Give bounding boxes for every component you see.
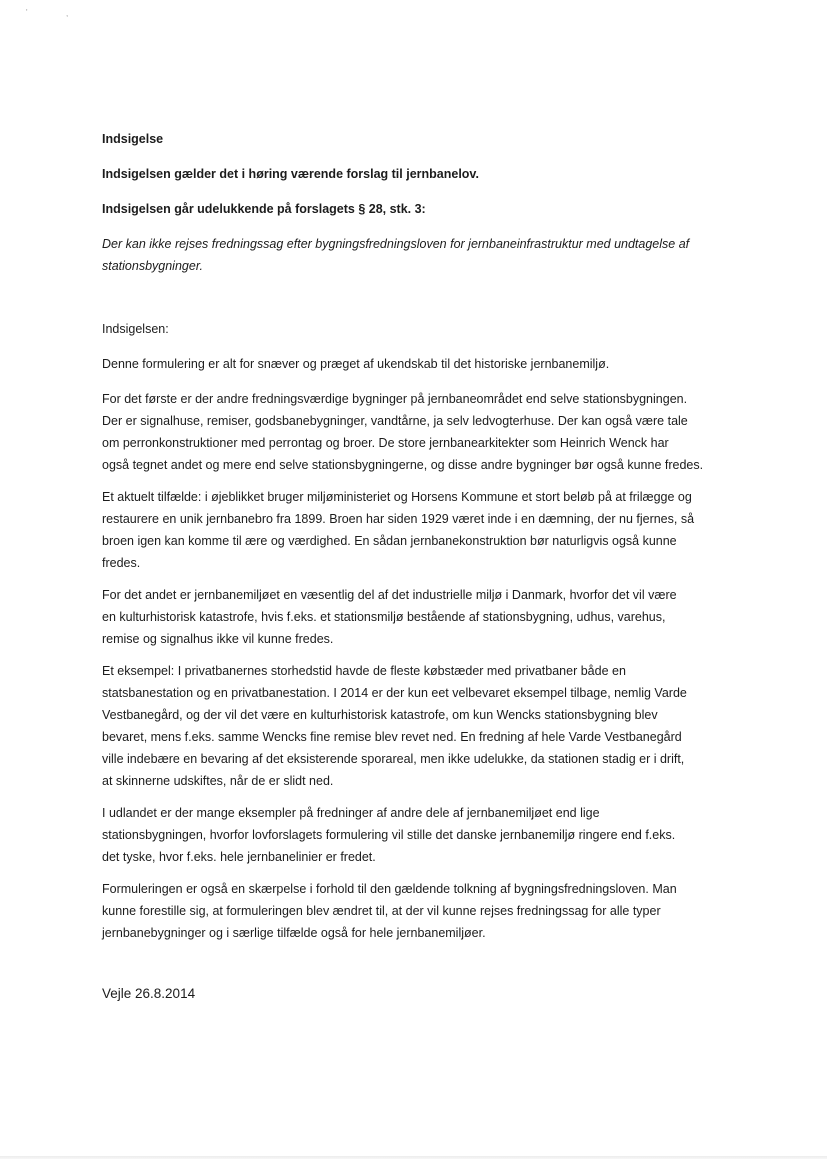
- paragraph-line: statsbanestation og en privatbanestation. I 2014 er der kun eet velbevaret eksempel tilbage, nemlig Varde: [102, 686, 687, 700]
- quote-line: stationsbygninger.: [102, 259, 203, 273]
- paragraph-line: remise og signalhus ikke vil kunne fredes.: [102, 632, 334, 646]
- quote-line: Der kan ikke rejses fredningssag efter bygningsfredningsloven for jernbaneinfrastruktur med undtagelse af: [102, 237, 690, 251]
- paragraph-line: Et eksempel: I privatbanernes storhedstid havde de fleste købstæder med privatbaner både en: [102, 664, 626, 678]
- paragraph-line: restaurere en unik jernbanebro fra 1899. Broen har siden 1929 været inde i en dæmning, der nu fjernes, så: [102, 512, 695, 526]
- scan-edge-divider: [0, 1156, 827, 1159]
- scan-speck: ': [26, 8, 28, 17]
- document-heading: Indsigelse: [102, 132, 164, 146]
- paragraph-line: stationsbygningen, hvorfor lovforslagets formulering vil stille det danske jernbanemiljø ringere end f.eks.: [102, 828, 676, 842]
- paragraph-line: I udlandet er der mange eksempler på fredninger af andre dele af jernbanemiljøet end lige: [102, 806, 600, 820]
- paragraph-line: Der er signalhuse, remiser, godsbanebygninger, vandtårne, ja selv ledvogterhuse. Der kan også være tale: [102, 414, 688, 428]
- paragraph-line: fredes.: [102, 556, 141, 570]
- paragraph-line: at skinnerne udskiftes, når de er slidt ned.: [102, 774, 334, 788]
- paragraph-line: Et aktuelt tilfælde: i øjeblikket bruger miljøministeriet og Horsens Kommune et stort beløb på at frilægge og: [102, 490, 692, 504]
- paragraph-line: Formuleringen er også en skærpelse i forhold til den gældende tolkning af bygningsfredningsloven. Man: [102, 882, 677, 896]
- document-subheading: Indsigelsen går udelukkende på forslagets § 28, stk. 3:: [102, 202, 426, 216]
- paragraph-line: også tegnet andet og mere end selve stationsbygningerne, og disse andre bygninger bør også kunne fredes.: [102, 458, 704, 472]
- paragraph-line: kunne forestille sig, at formuleringen blev ændret til, at der vil kunne rejses fredningssag for alle typer: [102, 904, 661, 918]
- document-subheading: Indsigelsen gælder det i høring værende forslag til jernbanelov.: [102, 167, 479, 181]
- paragraph-line: For det andet er jernbanemiljøet en væsentlig del af det industrielle miljø i Danmark, hvorfor det vil være: [102, 588, 677, 602]
- paragraph-line: broen igen kan komme til ære og værdighed. En sådan jernbanekonstruktion bør naturligvis også kunne: [102, 534, 677, 548]
- paragraph-line: Denne formulering er alt for snæver og præget af ukendskab til det historiske jernbanemiljø.: [102, 357, 610, 371]
- paragraph-line: det tyske, hvor f.eks. hele jernbanelinier er fredet.: [102, 850, 376, 864]
- paragraph-line: Vestbanegård, og der vil det være en kulturhistorisk katastrofe, om kun Wencks stationsbygning blev: [102, 708, 658, 722]
- paragraph-line: en kulturhistorisk katastrofe, hvis f.eks. et stationsmiljø bestående af stationsbygning, udhus, varehus,: [102, 610, 666, 624]
- section-label: Indsigelsen:: [102, 322, 169, 336]
- paragraph-line: bevaret, mens f.eks. samme Wencks fine remise blev revet ned. En fredning af hele Varde Vestbanegård: [102, 730, 682, 744]
- paragraph-line: ville indebære en bevaring af det eksisterende sporareal, men ikke udelukke, da stationen stadig er i drift,: [102, 752, 685, 766]
- paragraph-line: om perronkonstruktioner med perrontag og broer. De store jernbanearkitekter som Heinrich Wenck har: [102, 436, 669, 450]
- signature-line: Vejle 26.8.2014: [102, 986, 196, 1001]
- scan-speck: ,: [66, 9, 69, 18]
- paragraph-line: For det første er der andre fredningsværdige bygninger på jernbaneområdet end selve stationsbygningen.: [102, 392, 688, 406]
- paragraph-line: jernbanebygninger og i særlige tilfælde også for hele jernbanemiljøer.: [102, 926, 486, 940]
